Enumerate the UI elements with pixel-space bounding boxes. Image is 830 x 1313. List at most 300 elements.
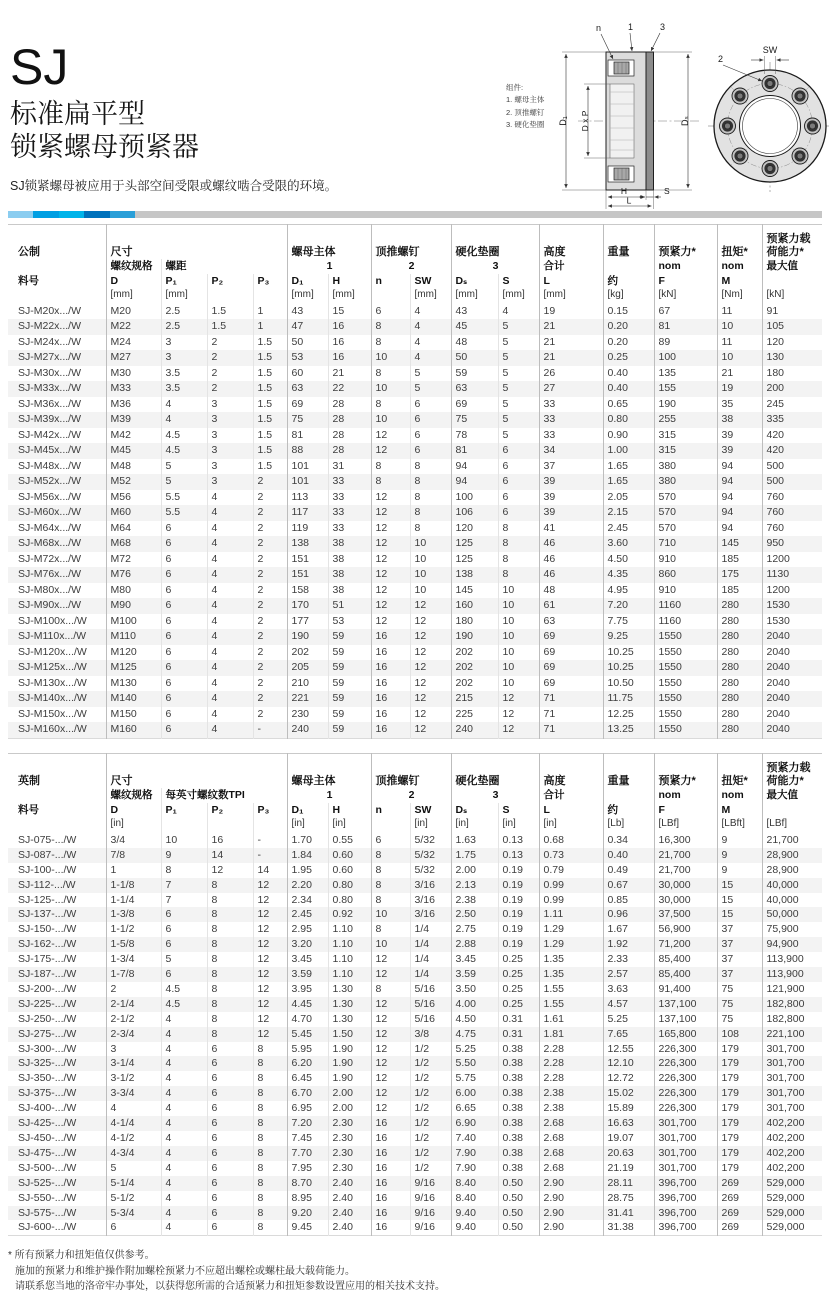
- cell: 179: [717, 1146, 762, 1161]
- cell: 12.72: [603, 1071, 654, 1086]
- cell: 9.40: [451, 1206, 498, 1221]
- cell: 2: [207, 366, 253, 382]
- cell: 210: [287, 676, 328, 692]
- cell: 5-1/4: [106, 1176, 161, 1191]
- group-label: 硬化垫圈: [451, 753, 539, 787]
- cell: 2: [253, 583, 287, 599]
- unit-label: [253, 817, 287, 833]
- cell: 7.20: [603, 598, 654, 614]
- cell: 2.88: [451, 937, 498, 952]
- cell: 6.45: [287, 1071, 328, 1086]
- cell: 2.28: [539, 1056, 603, 1071]
- cell: 269: [717, 1191, 762, 1206]
- cell: 16: [371, 660, 410, 676]
- cell: 16: [371, 722, 410, 738]
- cell: 12: [371, 1101, 410, 1116]
- group-label: 顶推螺钉: [371, 753, 451, 787]
- cell: 2.90: [539, 1206, 603, 1221]
- cell: 8: [207, 937, 253, 952]
- cell: 3.45: [451, 952, 498, 967]
- cell: 0.80: [328, 893, 371, 908]
- column-header: S: [498, 803, 539, 817]
- page-header: [8, 0, 822, 211]
- cell: 5.50: [451, 1056, 498, 1071]
- cell: 2.15: [603, 505, 654, 521]
- unit-label: [in]: [106, 817, 161, 833]
- cell: 226,300: [654, 1071, 717, 1086]
- cell: 0.38: [498, 1086, 539, 1101]
- cell: 529,000: [766, 1206, 805, 1219]
- cell: 0.19: [498, 878, 539, 893]
- cell: 5.25: [603, 1012, 654, 1027]
- unit-label: [kN]: [766, 288, 785, 300]
- cell: 8.40: [451, 1191, 498, 1206]
- cell: 3.60: [603, 536, 654, 552]
- dim-label-h: H: [620, 186, 628, 196]
- cell: 6: [207, 1071, 253, 1086]
- cell: 10: [161, 833, 207, 848]
- table-row: [8, 428, 822, 444]
- table-row: [8, 521, 822, 537]
- cell: 81: [654, 319, 717, 335]
- cell: 1/4: [410, 952, 451, 967]
- cell: SJ-M76x.../W: [8, 567, 106, 583]
- cell: 2.34: [287, 893, 328, 908]
- cell: 7.20: [287, 1116, 328, 1131]
- cell: 16: [371, 1161, 410, 1176]
- cell: 43: [451, 304, 498, 320]
- cell: 4: [207, 567, 253, 583]
- cell: 500: [766, 475, 785, 488]
- column-header: [762, 274, 822, 288]
- table-row: [8, 848, 822, 863]
- cell: 380: [654, 474, 717, 490]
- cell: 106: [451, 505, 498, 521]
- unit-label: [LBf]: [766, 817, 788, 829]
- cell: 28.75: [603, 1191, 654, 1206]
- cell: 0.65: [603, 397, 654, 413]
- cell: 10: [410, 567, 451, 583]
- cell: 4: [161, 1161, 207, 1176]
- cell: 6: [207, 1131, 253, 1146]
- cell: 12: [410, 598, 451, 614]
- column-header: F: [654, 274, 717, 288]
- group-label: 重量: [603, 753, 654, 787]
- cell: 3: [161, 350, 207, 366]
- cell: SJ-400-.../W: [8, 1101, 106, 1116]
- cell: 28,900: [766, 848, 799, 861]
- product-description: SJ锁紧螺母被应用于头部空间受限或螺纹啮合受限的环境。: [10, 178, 338, 193]
- group-header-row: [8, 753, 822, 787]
- column-header: S: [498, 274, 539, 288]
- cell: SJ-325-.../W: [8, 1056, 106, 1071]
- cell: 420: [766, 428, 785, 441]
- cell: 137,100: [654, 1012, 717, 1027]
- unit-label: [mm]: [539, 288, 603, 304]
- cell: 6: [161, 907, 207, 922]
- cell: 2.68: [539, 1146, 603, 1161]
- accent-bar-rest: [135, 211, 822, 218]
- cell: 4: [161, 1012, 207, 1027]
- cell: 21: [717, 366, 762, 382]
- cell: 0.90: [603, 428, 654, 444]
- cell: 6: [161, 660, 207, 676]
- component-item: 2. 顶推螺钉: [506, 107, 545, 117]
- cell: 12: [371, 521, 410, 537]
- cell: 2.38: [539, 1086, 603, 1101]
- cell: 3: [207, 443, 253, 459]
- group-label: 尺寸: [106, 225, 287, 259]
- cell: 37: [717, 937, 762, 952]
- cell: M64: [106, 521, 161, 537]
- cell: 0.38: [498, 1071, 539, 1086]
- cell: 0.92: [328, 907, 371, 922]
- sub-label: 3: [451, 788, 539, 803]
- cell: 8: [207, 893, 253, 908]
- cell: 15.89: [603, 1101, 654, 1116]
- cell: 6: [410, 397, 451, 413]
- cell: 3.63: [603, 982, 654, 997]
- cell: 6: [207, 1176, 253, 1191]
- cell: 38: [717, 412, 762, 428]
- accent-bar: [8, 211, 822, 218]
- cell: 85,400: [654, 967, 717, 982]
- table-row: [8, 614, 822, 630]
- column-header: H: [328, 803, 371, 817]
- cell: 2: [253, 567, 287, 583]
- cell: 155: [654, 381, 717, 397]
- cell: 5: [498, 397, 539, 413]
- cell: 3-1/4: [106, 1056, 161, 1071]
- cell: 5-1/2: [106, 1191, 161, 1206]
- cell: 69: [539, 676, 603, 692]
- cell: 2.50: [451, 907, 498, 922]
- cell: 4.5: [161, 428, 207, 444]
- cell: 81: [451, 443, 498, 459]
- cell: 63: [539, 614, 603, 630]
- cell: 1530: [766, 614, 790, 627]
- cell: 301,700: [766, 1042, 805, 1055]
- unit-label: [in]: [539, 817, 603, 833]
- cell: 280: [717, 676, 762, 692]
- product-code: SJ: [10, 39, 69, 95]
- cell: 1.35: [539, 967, 603, 982]
- table-row: [8, 833, 822, 848]
- cell: 8: [253, 1131, 287, 1146]
- group-label: 预紧力载荷能力*: [766, 761, 811, 787]
- cell: 0.85: [603, 893, 654, 908]
- cell: 160: [451, 598, 498, 614]
- unit-label: [161, 817, 207, 833]
- cell: SJ-M42x.../W: [8, 428, 106, 444]
- cell: 0.79: [539, 863, 603, 878]
- cell: 7/8: [106, 848, 161, 863]
- cell: 6: [161, 552, 207, 568]
- cell: 43: [287, 304, 328, 320]
- cell: 226,300: [654, 1086, 717, 1101]
- cell: 2.40: [328, 1176, 371, 1191]
- component-item: 3. 硬化垫圈: [506, 120, 545, 130]
- cell: 69: [539, 660, 603, 676]
- cell: 6: [161, 722, 207, 738]
- cell: 12: [410, 707, 451, 723]
- unit-label: [Nm]: [717, 288, 762, 304]
- cell: 2: [207, 381, 253, 397]
- cell: 2.38: [451, 893, 498, 908]
- cell: 1160: [654, 598, 717, 614]
- cell: 8: [253, 1042, 287, 1057]
- cell: 12: [371, 583, 410, 599]
- cell: 12: [253, 907, 287, 922]
- cell: 2.90: [539, 1191, 603, 1206]
- cell: 185: [717, 552, 762, 568]
- cell: M48: [106, 459, 161, 475]
- cell: 1.5: [253, 428, 287, 444]
- column-header-row: [8, 274, 822, 288]
- cell: 4.50: [451, 1012, 498, 1027]
- column-header: SW: [410, 274, 451, 288]
- cell: 4: [161, 1086, 207, 1101]
- cell: SJ-475-.../W: [8, 1146, 106, 1161]
- cell: 9/16: [410, 1220, 451, 1235]
- unit-label: [mm]: [287, 288, 328, 304]
- table-row: [8, 567, 822, 583]
- sub-label: nom: [654, 259, 717, 274]
- cell: 2040: [766, 661, 790, 674]
- cell: 0.15: [603, 304, 654, 320]
- cell: 6: [207, 1220, 253, 1235]
- cell: 0.25: [498, 967, 539, 982]
- cell: 1.65: [603, 459, 654, 475]
- cell: 12: [371, 614, 410, 630]
- cell: 6: [161, 707, 207, 723]
- cell: 8: [253, 1176, 287, 1191]
- cell: 6: [161, 567, 207, 583]
- cell: 1: [253, 304, 287, 320]
- cell: 1550: [654, 629, 717, 645]
- cell: 33: [539, 397, 603, 413]
- cell: 4: [207, 614, 253, 630]
- cell: 2: [253, 707, 287, 723]
- table-row: [8, 552, 822, 568]
- table-row: [8, 304, 822, 320]
- cell: 4: [410, 304, 451, 320]
- cell: 8.40: [451, 1176, 498, 1191]
- cell: 125: [451, 536, 498, 552]
- cell: 33: [328, 490, 371, 506]
- cell: 12: [410, 722, 451, 738]
- cell: 22: [328, 381, 371, 397]
- cell: 8: [207, 907, 253, 922]
- cell: 31.38: [603, 1220, 654, 1235]
- cell: 69: [451, 397, 498, 413]
- cell: 0.50: [498, 1191, 539, 1206]
- cell: 6: [161, 583, 207, 599]
- cell: SJ-500-.../W: [8, 1161, 106, 1176]
- cell: 0.55: [328, 833, 371, 848]
- cell: 4-1/2: [106, 1131, 161, 1146]
- title-block: [10, 39, 480, 194]
- cell: 9/16: [410, 1206, 451, 1221]
- section-view-drawing: [550, 20, 702, 210]
- unit-label: [mm]: [451, 288, 498, 304]
- cell: 113,900: [766, 968, 804, 981]
- cell: 7.65: [603, 1027, 654, 1042]
- imperial-spec-table: [8, 753, 822, 1236]
- cell: 1.29: [539, 922, 603, 937]
- cell: 4: [207, 536, 253, 552]
- unit-label: [mm]: [410, 288, 451, 304]
- component-item: 1. 螺母主体: [506, 95, 545, 105]
- cell: 269: [717, 1206, 762, 1221]
- cell: 6: [498, 459, 539, 475]
- accent-bar-segment: [33, 211, 58, 218]
- cell: 6: [410, 443, 451, 459]
- cell: 1.55: [539, 997, 603, 1012]
- cell: 20.63: [603, 1146, 654, 1161]
- cell: 0.20: [603, 335, 654, 351]
- table-row: [8, 645, 822, 661]
- table-row: [8, 366, 822, 382]
- cell: 8: [371, 397, 410, 413]
- cell: 0.49: [603, 863, 654, 878]
- cell: 48: [451, 335, 498, 351]
- cell: 4-1/4: [106, 1116, 161, 1131]
- footnotes: [8, 1248, 822, 1295]
- sub-label: 最大值: [766, 259, 798, 272]
- table-row: [8, 583, 822, 599]
- cell: 8: [371, 319, 410, 335]
- unit-label: [Lb]: [603, 817, 654, 833]
- cell: 2.68: [539, 1116, 603, 1131]
- cell: 33: [328, 521, 371, 537]
- cell: 5/16: [410, 982, 451, 997]
- cell: 2-1/4: [106, 997, 161, 1012]
- group-label: 高度: [539, 753, 603, 787]
- cell: SJ-M100x.../W: [8, 614, 106, 630]
- cell: 2.00: [328, 1101, 371, 1116]
- table-row: [8, 967, 822, 982]
- cell: 4.75: [451, 1027, 498, 1042]
- cell: 4.57: [603, 997, 654, 1012]
- units-row: [8, 288, 822, 304]
- cell: 6: [161, 967, 207, 982]
- cell: 8: [207, 967, 253, 982]
- cell: 4: [207, 505, 253, 521]
- cell: 202: [451, 645, 498, 661]
- cell: 6: [161, 521, 207, 537]
- cell: SJ-150-.../W: [8, 922, 106, 937]
- cell: 6: [498, 443, 539, 459]
- cell: 1.90: [328, 1071, 371, 1086]
- group-label: 尺寸: [106, 753, 287, 787]
- footnote-line: 施加的预紧力和维护操作附加螺栓预紧力不应超出螺栓或螺柱最大载荷能力。: [15, 1265, 355, 1277]
- cell: 75: [287, 412, 328, 428]
- cell: 0.38: [498, 1101, 539, 1116]
- cell: 7.70: [287, 1146, 328, 1161]
- cell: 2.90: [539, 1176, 603, 1191]
- sub-label: 螺距: [161, 259, 287, 274]
- cell: 145: [451, 583, 498, 599]
- table-row: [8, 982, 822, 997]
- cell: 1/2: [410, 1116, 451, 1131]
- cell: 1160: [654, 614, 717, 630]
- cell: 5: [498, 428, 539, 444]
- cell: 12: [410, 660, 451, 676]
- cell: 59: [328, 629, 371, 645]
- cell: 8.95: [287, 1191, 328, 1206]
- cell: 402,200: [766, 1146, 805, 1159]
- cell: 94: [717, 490, 762, 506]
- column-header: P₁: [161, 803, 207, 817]
- cell: 1.5: [253, 443, 287, 459]
- cell: 1-1/2: [106, 922, 161, 937]
- cell: SJ-M56x.../W: [8, 490, 106, 506]
- cell: 1: [253, 319, 287, 335]
- cell: 529,000: [766, 1176, 805, 1189]
- table-row: [8, 1042, 822, 1057]
- cell: SJ-M39x.../W: [8, 412, 106, 428]
- cell: 8: [253, 1161, 287, 1176]
- cell: 12: [498, 691, 539, 707]
- cell: 1.10: [328, 937, 371, 952]
- cell: 4.5: [161, 997, 207, 1012]
- cell: 94: [717, 521, 762, 537]
- cell: 215: [451, 691, 498, 707]
- cell: M52: [106, 474, 161, 490]
- cell: 8: [410, 505, 451, 521]
- cell: 301,700: [766, 1057, 805, 1070]
- cell: 3: [207, 412, 253, 428]
- cell: 53: [328, 614, 371, 630]
- cell: 280: [717, 645, 762, 661]
- cell: 9.25: [603, 629, 654, 645]
- cell: 8: [253, 1101, 287, 1116]
- cell: SJ-M30x.../W: [8, 366, 106, 382]
- cell: 420: [766, 444, 785, 457]
- cell: 16: [371, 1131, 410, 1146]
- cell: 0.40: [603, 366, 654, 382]
- cell: 12: [410, 629, 451, 645]
- cell: SJ-162-.../W: [8, 937, 106, 952]
- cell: 0.68: [539, 833, 603, 848]
- cell: 1.5: [207, 304, 253, 320]
- cell: 101: [287, 459, 328, 475]
- cell: 6.95: [287, 1101, 328, 1116]
- cell: SJ-M125x.../W: [8, 660, 106, 676]
- cell: 910: [654, 583, 717, 599]
- cell: 5: [161, 474, 207, 490]
- cell: 315: [654, 443, 717, 459]
- cell: M33: [106, 381, 161, 397]
- cell: 177: [287, 614, 328, 630]
- cell: 8: [253, 1191, 287, 1206]
- product-title-line2: 锁紧螺母预紧器: [10, 131, 199, 162]
- cell: 10: [371, 907, 410, 922]
- cell: 0.60: [328, 848, 371, 863]
- cell: 1.5: [253, 335, 287, 351]
- table-row: [8, 350, 822, 366]
- column-header: L: [539, 803, 603, 817]
- cell: 10: [371, 350, 410, 366]
- cell: 0.96: [603, 907, 654, 922]
- callout-label-2: 2: [718, 54, 724, 64]
- cell: 0.19: [498, 937, 539, 952]
- cell: 37: [717, 967, 762, 982]
- cell: 0.13: [498, 833, 539, 848]
- unit-label: [LBft]: [717, 817, 762, 833]
- cell: 0.38: [498, 1042, 539, 1057]
